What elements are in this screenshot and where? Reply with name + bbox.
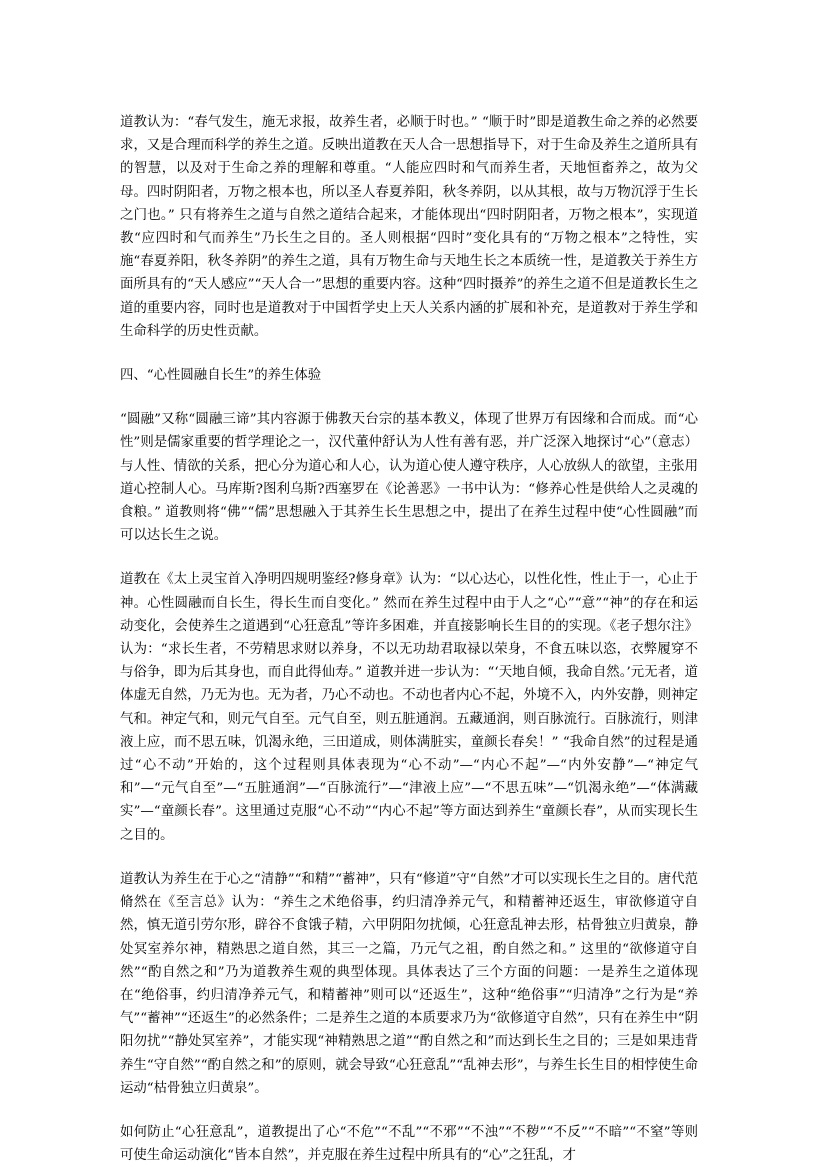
paragraph-qingjing: 道教认为养生在于心之“清静”“和精”“蓄神”，只有“修道”守“自然”才可以实现长生之目的。唐代范脩然在《至言总》认为：“养生之术绝俗事，约归清净养元气，和精蓄神还返生，审欲修道守自然，慎无道引劳尔形，辟谷不食饿子精，六甲阴阳勿扰倾，心狂意乱神去形，枯骨独立归黄泉，静处冥室养尔神，精熟思之道自然，其三一之篇，乃元气之祖，酌自然之和。” 这里的“欲修道守自然”“酌自然之和”乃为道教养生观的典型体现。具体表达了三个方面的问题：一是养生之道体现在“绝俗事，约归清净养元气，和精蓄神”则可以“还返生”，这种“绝俗事”“归清净”之行为是“养气”“蓄神”“还返生”的必然条件；二是养生之道的本质要求乃为“欲修道守自然”，只有在养生中“阴阳勿扰”“静处冥室养”，才能实现“神精熟思之道”“酌自然之和”而达到长生之目的；三是如果违背养生“守自然”“酌自然之和”的原则，就会导致“心狂意乱”“乱神去形”，与养生长生目的相悖使生命运动“枯骨独立归黄泉”。 xyxy=(120,871,698,1096)
paragraph-yuanrong: “圆融”又称“圆融三谛”其内容源于佛教天台宗的基本教义，体现了世界万有因缘和合而成。而“心性”则是儒家重要的哲学理论之一，汉代董仲舒认为人性有善有恶，并广泛深入地探讨“心”（意志）与人性、情欲的关系，把心分为道心和人心，认为道心使人遵守秩序，人心放纵人的欲望，主张用道心控制人心。马库斯?图利乌斯?西塞罗在《论善恶》一书中认为：“修养心性是供给人之灵魂的食粮。” 道教则将“佛”“儒”思想融入于其养生长生思想之中，提出了在养生过程中使“心性圆融”而可以达长生之说。 xyxy=(120,412,698,544)
paragraph-xinxing: 道教在《太上灵宝首入净明四规明鉴经?修身章》认为：“以心达心，以性化性，性止于一，心止于神。心性圆融而自长生，得长生而自变化。” 然而在养生过程中由于人之“心”“意”“神”的存在和运动变化，会使养生之道遇到“心狂意乱”等许多困难，并直接影响长生目的的实现。《老子想尔注》认为：“求长生者，不劳精思求财以养身，不以无功劫君取禄以荣身，不食五味以恣，衣弊履穿不与俗争，即为后其身也，而自此得仙寿。” 道教并进一步认为：“‘天地自倾，我命自然。’元无者，道体虚无自然，乃无为也。无为者，乃心不动也。不动也者内心不起，外境不入，内外安静，则神定气和。神定气和，则元气自至。元气自至，则五脏通润。五藏通润，则百脉流行。百脉流行，则津液上应，而不思五味，饥渴永绝，三田道成，则体满脏实，童颜长春矣！” “我命自然”的过程是通过“心不动”开始的，这个过程则具体表现为“心不动”—“内心不起”—“内外安静”—“神定气和”—“元气自至”—“五脏通润”—“百脉流行”—“津液上应”—“不思五味”—“饥渴永绝”—“体满藏实”—“童颜长春”。这里通过克服“心不动”“内心不起”等方面达到养生“童颜长春”，从而实现长生之目的。 xyxy=(120,572,698,843)
paragraph-xinkuang: 如何防止“心狂意乱”，道教提出了心“不危”“不乱”“不邪”“不浊”“不秽”“不反”“不暗”“不窒”等则可使生命运动演化“皆本自然”，并克服在养生过程中所具有的“心”之狂乱，才 xyxy=(120,1124,698,1164)
document-page xyxy=(120,111,698,1167)
section-heading: 四、“心性圆融自长生”的养生体验 xyxy=(120,368,322,384)
paragraph-four-seasons: 道教认为：“春气发生，施无求报，故养生者，必顺于时也。” “顺于时”即是道教生命之养的必然要求，又是合理而科学的养生之道。反映出道教在天人合一思想指导下，对于生命及养生之道所具有的智慧，以及对于生命之养的理解和尊重。“人能应四时和气而养生者，天地恒畜养之，故为父母。四时阴阳者，万物之根本也，所以圣人春夏养阳，秋冬养阴，以从其根，故与万物沉浮于生长之门也。” 只有将养生之道与自然之道结合起来，才能体现出“四时阴阳者，万物之根本”，实现道教“应四时和气而养生”乃长生之目的。圣人则根据“四时”变化具有的“万物之根本”之特性，实施“春夏养阳，秋冬养阴”的养生之道，具有万物生命与天地生长之本质统一性，是道教关于养生方面所具有的“天人感应”“天人合一”思想的重要内容。这种“四时摄养”的养生之道不但是道教长生之道的重要内容，同时也是道教对于中国哲学史上天人关系内涵的扩展和补充，是道教对于养生学和生命科学的历史性贡献。 xyxy=(120,115,698,339)
